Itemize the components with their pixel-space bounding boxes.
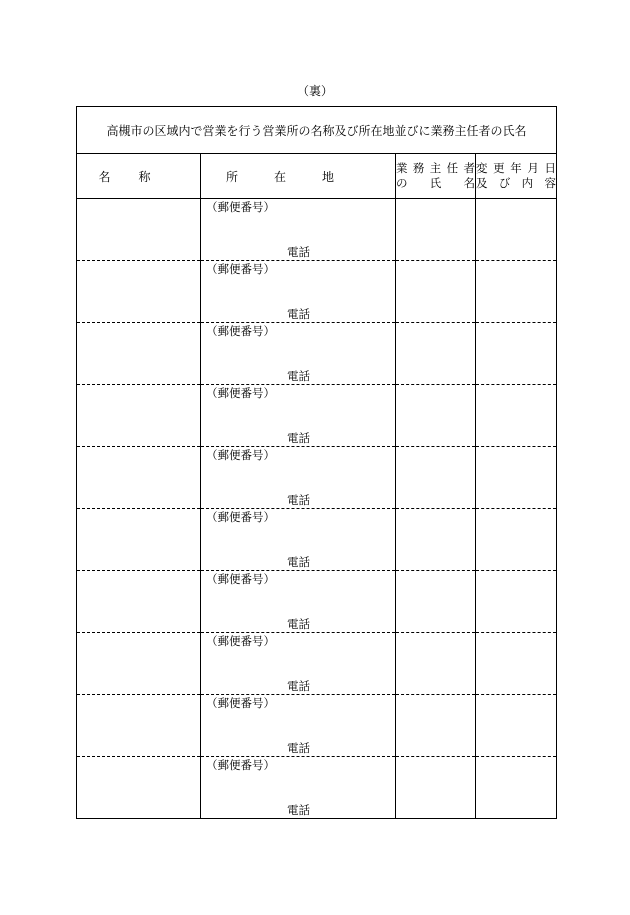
postal-label: （郵便番号） xyxy=(206,696,275,710)
phone-label: 電話 xyxy=(287,493,310,507)
phone-label: 電話 xyxy=(287,369,310,383)
table-row xyxy=(77,323,557,385)
change-cell[interactable] xyxy=(476,695,557,757)
location-cell[interactable] xyxy=(201,447,396,509)
header-manager xyxy=(396,154,476,199)
location-cell[interactable] xyxy=(201,323,396,385)
postal-label: （郵便番号） xyxy=(206,324,275,338)
manager-cell[interactable] xyxy=(396,385,476,447)
location-cell[interactable] xyxy=(201,261,396,323)
title-row xyxy=(77,107,557,154)
postal-label: （郵便番号） xyxy=(206,200,275,214)
location-cell[interactable] xyxy=(201,385,396,447)
postal-label: （郵便番号） xyxy=(206,634,275,648)
change-cell[interactable] xyxy=(476,509,557,571)
manager-cell[interactable] xyxy=(396,571,476,633)
header-change-line1: 変更年月日 xyxy=(476,161,557,175)
manager-cell[interactable] xyxy=(396,199,476,261)
postal-label: （郵便番号） xyxy=(206,262,275,276)
name-cell[interactable] xyxy=(77,447,201,509)
header-change-line2: 及び内容 xyxy=(476,176,557,190)
manager-cell[interactable] xyxy=(396,695,476,757)
location-cell[interactable] xyxy=(201,509,396,571)
postal-label: （郵便番号） xyxy=(206,510,275,524)
business-office-table xyxy=(76,106,557,819)
change-cell[interactable] xyxy=(476,757,557,819)
manager-cell[interactable] xyxy=(396,633,476,695)
header-manager-line2: の氏名 xyxy=(396,176,475,190)
header-manager-line1: 業務主任者 xyxy=(396,161,475,175)
phone-label: 電話 xyxy=(287,307,310,321)
change-cell[interactable] xyxy=(476,571,557,633)
name-cell[interactable] xyxy=(77,571,201,633)
name-cell[interactable] xyxy=(77,323,201,385)
name-cell[interactable] xyxy=(77,633,201,695)
change-cell[interactable] xyxy=(476,447,557,509)
manager-cell[interactable] xyxy=(396,447,476,509)
change-cell[interactable] xyxy=(476,323,557,385)
table-row xyxy=(77,509,557,571)
name-cell[interactable] xyxy=(77,385,201,447)
name-cell[interactable] xyxy=(77,199,201,261)
location-cell[interactable] xyxy=(201,695,396,757)
table-row xyxy=(77,385,557,447)
form-title: 高槻市の区域内で営業を行う営業所の名称及び所在地並びに業務主任者の氏名 xyxy=(77,107,557,154)
table-row xyxy=(77,571,557,633)
phone-label: 電話 xyxy=(287,617,310,631)
location-cell[interactable] xyxy=(201,633,396,695)
change-cell[interactable] xyxy=(476,385,557,447)
header-location: 所在地 xyxy=(201,154,396,199)
name-cell[interactable] xyxy=(77,757,201,819)
header-change xyxy=(476,154,557,199)
postal-label: （郵便番号） xyxy=(206,386,275,400)
table-row xyxy=(77,447,557,509)
manager-cell[interactable] xyxy=(396,323,476,385)
name-cell[interactable] xyxy=(77,261,201,323)
postal-label: （郵便番号） xyxy=(206,572,275,586)
phone-label: 電話 xyxy=(287,803,310,817)
phone-label: 電話 xyxy=(287,431,310,445)
table-row xyxy=(77,261,557,323)
manager-cell[interactable] xyxy=(396,261,476,323)
phone-label: 電話 xyxy=(287,245,310,259)
change-cell[interactable] xyxy=(476,261,557,323)
phone-label: 電話 xyxy=(287,679,310,693)
change-cell[interactable] xyxy=(476,633,557,695)
table-row xyxy=(77,633,557,695)
phone-label: 電話 xyxy=(287,741,310,755)
name-cell[interactable] xyxy=(77,695,201,757)
header-name: 名称 xyxy=(77,154,201,199)
postal-label: （郵便番号） xyxy=(206,448,275,462)
manager-cell[interactable] xyxy=(396,509,476,571)
manager-cell[interactable] xyxy=(396,757,476,819)
name-cell[interactable] xyxy=(77,509,201,571)
header-row xyxy=(77,154,557,199)
phone-label: 電話 xyxy=(287,555,310,569)
change-cell[interactable] xyxy=(476,199,557,261)
table-row xyxy=(77,199,557,261)
table-row xyxy=(77,757,557,819)
table-row xyxy=(77,695,557,757)
location-cell[interactable] xyxy=(201,757,396,819)
page-side-label: （裏） xyxy=(296,84,333,98)
postal-label: （郵便番号） xyxy=(206,758,275,772)
location-cell[interactable] xyxy=(201,199,396,261)
location-cell[interactable] xyxy=(201,571,396,633)
